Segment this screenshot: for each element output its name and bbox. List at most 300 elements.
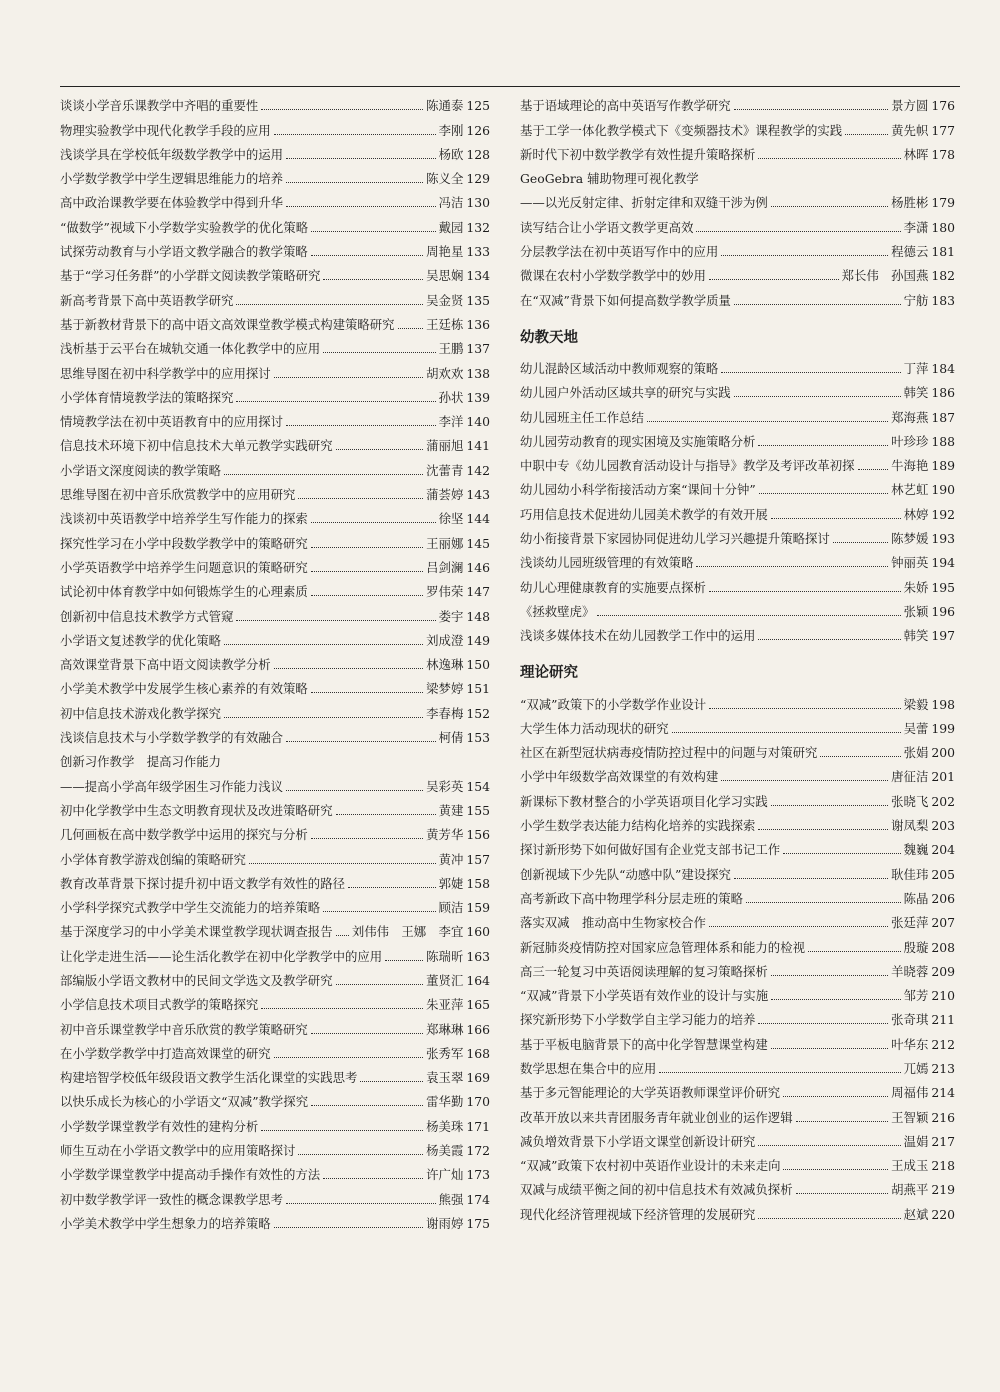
dot-leader: [758, 1145, 900, 1146]
toc-entry[interactable]: [60, 746, 490, 795]
entry-page-number: 193: [931, 531, 955, 547]
toc-entry[interactable]: [60, 868, 490, 892]
entry-author: 雷华勤: [426, 1094, 464, 1110]
toc-entry[interactable]: [520, 498, 955, 522]
entry-title: 巧用信息技术促进幼儿园美术教学的有效开展: [520, 506, 768, 522]
entry-author: 沈蕾青: [426, 462, 464, 478]
entry-author: 吴思娴: [426, 268, 464, 284]
entry-title: 基于新教材背景下的高中语文高效课堂教学模式构建策略研究: [60, 316, 395, 332]
dot-leader: [274, 1057, 424, 1058]
dot-leader: [286, 182, 423, 183]
toc-entry[interactable]: [520, 211, 955, 235]
dot-leader: [336, 984, 424, 985]
entry-page-number: 204: [931, 842, 955, 858]
toc-entry[interactable]: [60, 965, 490, 989]
entry-page-number: 160: [466, 924, 490, 940]
toc-entry[interactable]: [520, 883, 955, 907]
toc-entry[interactable]: [520, 450, 955, 474]
toc-entry[interactable]: [60, 600, 490, 624]
dot-leader: [311, 692, 423, 693]
entry-author: 胡欢欢: [426, 365, 464, 381]
entry-author: 孙状: [438, 389, 464, 405]
dot-leader: [833, 542, 888, 543]
entry-title: 现代化经济管理视域下经济管理的发展研究: [520, 1206, 756, 1222]
toc-entry[interactable]: [520, 713, 955, 737]
entry-author: 韩笑: [903, 385, 929, 401]
toc-entry[interactable]: [520, 114, 955, 138]
toc-entry[interactable]: [520, 426, 955, 450]
entry-title: 物理实验教学中现代化教学手段的应用: [60, 122, 271, 138]
toc-entry[interactable]: [60, 1208, 490, 1232]
entry-page-number: 175: [466, 1215, 490, 1231]
dot-leader: [709, 591, 901, 592]
entry-title: 小学信息技术项目式教学的策略探究: [60, 997, 259, 1013]
entry-title: 构建培智学校低年级段语文教学生活化课堂的实践思考: [60, 1070, 358, 1086]
header-rule: [60, 86, 960, 87]
toc-entry[interactable]: [60, 1013, 490, 1037]
toc-entry[interactable]: [60, 479, 490, 503]
toc-entry[interactable]: [520, 547, 955, 571]
toc-entry[interactable]: [520, 523, 955, 547]
entry-page-number: 147: [466, 584, 490, 600]
entry-page-number: 201: [931, 769, 955, 785]
entry-title: 新高考背景下高中英语教学研究: [60, 292, 234, 308]
entry-author: 王智颖: [891, 1109, 929, 1125]
toc-entry[interactable]: [520, 474, 955, 498]
entry-page-number: 135: [466, 292, 490, 308]
toc-entry[interactable]: [60, 1086, 490, 1110]
entry-title: 高中政治课教学要在体验教学中得到升华: [60, 195, 284, 211]
dot-leader: [758, 445, 888, 446]
entry-page-number: 177: [931, 122, 955, 138]
dot-leader: [771, 805, 888, 806]
toc-entry[interactable]: [60, 114, 490, 138]
entry-page-number: 137: [466, 341, 490, 357]
toc-entry[interactable]: [60, 260, 490, 284]
toc-entry[interactable]: [520, 401, 955, 425]
entry-author: 王廷栋: [426, 316, 464, 332]
entry-author: 陈义全: [426, 171, 464, 187]
entry-subtitle: ——以光反射定律、折射定律和双缝干涉为例: [520, 195, 768, 211]
entry-page-number: 138: [466, 365, 490, 381]
toc-entry[interactable]: [60, 552, 490, 576]
toc-entry[interactable]: [520, 1004, 955, 1028]
entry-title: 大学生体力活动现状的研究: [520, 720, 669, 736]
entry-author: 程德云: [891, 244, 929, 260]
toc-entry[interactable]: [60, 187, 490, 211]
entry-title: 浅谈初中英语教学中培养学生写作能力的探索: [60, 511, 308, 527]
dot-leader: [796, 1193, 889, 1194]
entry-page-number: 188: [931, 433, 955, 449]
toc-entry[interactable]: [60, 430, 490, 454]
entry-author: 胡燕平: [891, 1182, 929, 1198]
entry-page-number: 153: [466, 730, 490, 746]
dot-leader: [771, 1048, 888, 1049]
entry-title: 分层教学法在初中英语写作中的应用: [520, 244, 719, 260]
entry-page-number: 157: [466, 851, 490, 867]
toc-group-kindergarten: [520, 353, 955, 645]
entry-author: 朱亚萍: [426, 997, 464, 1013]
dot-leader: [286, 425, 436, 426]
entry-author: 郑琳琳: [426, 1021, 464, 1037]
toc-entry[interactable]: [520, 1077, 955, 1101]
entry-title: 小学美术教学中发展学生核心素养的有效策略: [60, 681, 308, 697]
toc-entry[interactable]: [60, 163, 490, 187]
toc-entry[interactable]: [60, 503, 490, 527]
entry-page-number: 198: [931, 696, 955, 712]
toc-entry[interactable]: [60, 1110, 490, 1134]
toc-entry[interactable]: [520, 858, 955, 882]
entry-author: 娄宇: [438, 608, 464, 624]
dot-leader: [311, 1033, 423, 1034]
entry-author: 陈瑞昕: [426, 948, 464, 964]
entry-title: 幼儿园户外活动区域共享的研究与实践: [520, 385, 731, 401]
entry-page-number: 132: [466, 219, 490, 235]
toc-entry[interactable]: [520, 571, 955, 595]
entry-page-number: 143: [466, 487, 490, 503]
entry-author: 杨胜彬: [891, 195, 929, 211]
toc-entry[interactable]: [60, 1135, 490, 1159]
toc-entry[interactable]: [60, 722, 490, 746]
dot-leader: [672, 732, 901, 733]
toc-entry[interactable]: [60, 916, 490, 940]
entry-author: 朱娇: [903, 579, 929, 595]
entry-title: 基于平板电脑背景下的高中化学智慧课堂构建: [520, 1036, 768, 1052]
entry-author: 郑长伟 孙国燕: [841, 268, 929, 284]
entry-title: 师生互动在小学语文教学中的应用策略探讨: [60, 1143, 296, 1159]
entry-author: 李潇: [903, 219, 929, 235]
entry-author: 林婷: [903, 506, 929, 522]
toc-entry[interactable]: [60, 211, 490, 235]
toc-entry[interactable]: [60, 892, 490, 916]
entry-page-number: 190: [931, 482, 955, 498]
dot-leader: [771, 518, 901, 519]
entry-page-number: 200: [931, 745, 955, 761]
dot-leader: [249, 863, 436, 864]
entry-author: 熊强: [438, 1191, 464, 1207]
entry-page-number: 218: [931, 1158, 955, 1174]
dot-leader: [709, 708, 900, 709]
entry-title: 新冠肺炎疫情防控对国家应急管理体系和能力的检视: [520, 939, 805, 955]
toc-entry[interactable]: [60, 236, 490, 260]
entry-page-number: 202: [931, 793, 955, 809]
toc-entry[interactable]: [520, 260, 955, 284]
entry-title: 试探劳动教育与小学语文教学融合的教学策略: [60, 244, 308, 260]
entry-author: 谢雨婷: [426, 1215, 464, 1231]
entry-title: GeoGebra 辅助物理可视化教学: [520, 171, 699, 187]
entry-title: 高考新政下高中物理学科分层走班的策略: [520, 890, 744, 906]
entry-author: 杨美珠: [426, 1118, 464, 1134]
entry-page-number: 148: [466, 608, 490, 624]
entry-title: 谈谈小学音乐课教学中齐唱的重要性: [60, 98, 259, 114]
entry-page-number: 206: [931, 890, 955, 906]
entry-author: 张廷萍: [891, 915, 929, 931]
dot-leader: [734, 109, 889, 110]
toc-entry[interactable]: [520, 353, 955, 377]
entry-author: 罗伟荣: [426, 584, 464, 600]
entry-page-number: 155: [466, 802, 490, 818]
toc-entry[interactable]: [60, 527, 490, 551]
entry-title: 小学数学课堂教学有效性的建构分析: [60, 1118, 259, 1134]
entry-page-number: 142: [466, 462, 490, 478]
toc-entry[interactable]: [60, 1159, 490, 1183]
entry-author: 丁萍: [903, 360, 929, 376]
entry-author: 吴金贤: [426, 292, 464, 308]
entry-author: 魏巍: [903, 842, 929, 858]
entry-page-number: 140: [466, 414, 490, 430]
toc-entry[interactable]: [60, 649, 490, 673]
toc-column-right: [520, 90, 955, 1223]
dot-leader: [236, 401, 435, 402]
toc-entry[interactable]: [520, 1028, 955, 1052]
dot-leader: [845, 134, 888, 135]
toc-entry[interactable]: [520, 980, 955, 1004]
entry-author: 谢凤梨: [891, 818, 929, 834]
toc-entry[interactable]: [520, 956, 955, 980]
toc-entry[interactable]: [520, 931, 955, 955]
entry-page-number: 126: [466, 122, 490, 138]
toc-entry[interactable]: [520, 761, 955, 785]
toc-entry[interactable]: [520, 596, 955, 620]
entry-title: 幼小衔接背景下家园协同促进幼儿学习兴趣提升策略探讨: [520, 531, 830, 547]
toc-entry[interactable]: [520, 1101, 955, 1125]
entry-page-number: 214: [931, 1085, 955, 1101]
toc-entry[interactable]: [60, 1062, 490, 1086]
toc-entry[interactable]: [60, 406, 490, 430]
entry-author: 刘成澄: [426, 632, 464, 648]
entry-page-number: 209: [931, 963, 955, 979]
toc-entry[interactable]: [520, 139, 955, 163]
entry-title: 小学体育教学游戏创编的策略研究: [60, 851, 246, 867]
entry-title: 初中信息技术游戏化教学探究: [60, 705, 222, 721]
dot-leader: [734, 878, 888, 879]
toc-entry[interactable]: [60, 309, 490, 333]
entry-author: 吕剑澜: [426, 559, 464, 575]
entry-author: 耿佳玮: [891, 866, 929, 882]
toc-entry[interactable]: [60, 697, 490, 721]
entry-page-number: 163: [466, 948, 490, 964]
dot-leader: [597, 615, 900, 616]
toc-entry[interactable]: [60, 284, 490, 308]
entry-author: 王成玉: [891, 1158, 929, 1174]
entry-page-number: 180: [931, 219, 955, 235]
toc-entry[interactable]: [520, 1053, 955, 1077]
entry-title: 以快乐成长为核心的小学语文“双减”教学探究: [60, 1094, 309, 1110]
entry-title: 新时代下初中数学教学有效性提升策略探析: [520, 146, 756, 162]
entry-title: 试论初中体育教学中如何锻炼学生的心理素质: [60, 584, 308, 600]
entry-title: 小学美术教学中学生想象力的培养策略: [60, 1215, 271, 1231]
toc-entry[interactable]: [60, 382, 490, 406]
entry-title: 创新初中信息技术教学方式管窥: [60, 608, 234, 624]
entry-page-number: 150: [466, 657, 490, 673]
entry-page-number: 203: [931, 818, 955, 834]
entry-author: 杨美霞: [426, 1143, 464, 1159]
entry-author: 韩笑: [903, 628, 929, 644]
dot-leader: [311, 571, 423, 572]
entry-author: 冯洁: [438, 195, 464, 211]
entry-author: 徐坚: [438, 511, 464, 527]
entry-page-number: 189: [931, 458, 955, 474]
dot-leader: [647, 421, 888, 422]
toc-entry[interactable]: [520, 236, 955, 260]
entry-author: 刘伟伟 王娜 李宜: [351, 924, 464, 940]
toc-entry[interactable]: [60, 454, 490, 478]
entry-title: 落实双减 推动高中生物家校合作: [520, 915, 706, 931]
entry-title: 探究新形势下小学数学自主学习能力的培养: [520, 1012, 756, 1028]
dot-leader: [709, 279, 839, 280]
entry-page-number: 183: [931, 292, 955, 308]
entry-page-number: 170: [466, 1094, 490, 1110]
entry-title: 浅谈多媒体技术在幼儿园教学工作中的运用: [520, 628, 756, 644]
toc-entry[interactable]: [60, 1038, 490, 1062]
entry-title: 几何画板在高中数学教学中运用的探究与分析: [60, 827, 308, 843]
entry-author: 张娟: [903, 745, 929, 761]
toc-group-theory: [520, 688, 955, 1223]
entry-author: 陈梦媛: [891, 531, 929, 547]
toc-entry[interactable]: [60, 673, 490, 697]
dot-leader: [758, 639, 900, 640]
dot-leader: [311, 547, 423, 548]
dot-leader: [261, 109, 423, 110]
toc-entry[interactable]: [520, 1126, 955, 1150]
dot-leader: [734, 304, 901, 305]
entry-page-number: 129: [466, 171, 490, 187]
toc-entry[interactable]: [520, 688, 955, 712]
toc-entry[interactable]: [520, 834, 955, 858]
entry-title: 基于语域理论的高中英语写作教学研究: [520, 98, 731, 114]
toc-entry[interactable]: [520, 810, 955, 834]
toc-entry[interactable]: [60, 625, 490, 649]
dot-leader: [274, 1227, 424, 1228]
toc-entry[interactable]: [60, 333, 490, 357]
toc-entry[interactable]: [520, 1150, 955, 1174]
dot-leader: [224, 474, 423, 475]
entry-title: 微课在农村小学数学教学中的妙用: [520, 268, 706, 284]
dot-leader: [771, 975, 888, 976]
toc-entry[interactable]: [520, 1174, 955, 1198]
dot-leader: [385, 960, 423, 961]
toc-entry[interactable]: [520, 284, 955, 308]
dot-leader: [236, 620, 435, 621]
dot-leader: [709, 926, 888, 927]
entry-page-number: 179: [931, 195, 955, 211]
entry-title: 思维导图在初中音乐欣赏教学中的应用研究: [60, 487, 296, 503]
toc-entry[interactable]: [60, 940, 490, 964]
entry-title: 改革开放以来共青团服务青年就业创业的运作逻辑: [520, 1109, 793, 1125]
dot-leader: [323, 279, 423, 280]
entry-title: 思维导图在初中科学教学中的应用探讨: [60, 365, 271, 381]
entry-page-number: 187: [931, 409, 955, 425]
entry-page-number: 145: [466, 535, 490, 551]
toc-entry[interactable]: [60, 576, 490, 600]
entry-title: 创新视域下少先队“动感中队”建设探究: [520, 866, 731, 882]
entry-page-number: 181: [931, 244, 955, 260]
entry-title: 浅析基于云平台在城轨交通一体化教学中的应用: [60, 341, 321, 357]
toc-entry[interactable]: [520, 90, 955, 114]
entry-title: 读写结合让小学语文教学更高效: [520, 219, 694, 235]
dot-leader: [783, 853, 900, 854]
toc-group-continued: [520, 90, 955, 309]
entry-title: 中职中专《幼儿园教育活动设计与指导》教学及考评改革初探: [520, 458, 855, 474]
entry-author: 郑海燕: [891, 409, 929, 425]
toc-entry[interactable]: [60, 139, 490, 163]
entry-title: 在小学数学教学中打造高效课堂的研究: [60, 1045, 271, 1061]
entry-author: 吴彩英: [426, 778, 464, 794]
entry-title: 浅谈信息技术与小学数学教学的有效融合: [60, 730, 284, 746]
dot-leader: [783, 1096, 888, 1097]
dot-leader: [746, 902, 901, 903]
toc-entry[interactable]: [60, 795, 490, 819]
entry-page-number: 166: [466, 1021, 490, 1037]
entry-title: 小学语文深度阅读的教学策略: [60, 462, 222, 478]
entry-title: 探讨新形势下如何做好国有企业党支部书记工作: [520, 842, 781, 858]
entry-author: 张秀军: [426, 1045, 464, 1061]
toc-entry[interactable]: [60, 989, 490, 1013]
toc-entry[interactable]: [520, 377, 955, 401]
dot-leader: [771, 999, 900, 1000]
dot-leader: [758, 1023, 888, 1024]
toc-entry[interactable]: [520, 907, 955, 931]
dot-leader: [808, 951, 901, 952]
toc-entry[interactable]: [520, 163, 955, 212]
entry-title: 幼儿园劳动教育的现实困境及实施策略分析: [520, 433, 756, 449]
dot-leader: [783, 1169, 888, 1170]
entry-page-number: 220: [931, 1206, 955, 1222]
toc-entry[interactable]: [60, 90, 490, 114]
entry-author: 袁玉翠: [426, 1070, 464, 1086]
entry-title: “做数学”视域下小学数学实验教学的优化策略: [60, 219, 309, 235]
entry-title: 信息技术环境下初中信息技术大单元教学实践研究: [60, 438, 333, 454]
entry-title: 基于工学一体化教学模式下《变频器技术》课程教学的实践: [520, 122, 843, 138]
entry-title: “双减”政策下的小学数学作业设计: [520, 696, 707, 712]
entry-title: 减负增效背景下小学语文课堂创新设计研究: [520, 1133, 756, 1149]
entry-title: 双减与成绩平衡之间的初中信息技术有效减负探析: [520, 1182, 793, 1198]
entry-author: 景方圆: [891, 98, 929, 114]
entry-author: 李洋: [438, 414, 464, 430]
toc-entry[interactable]: [60, 843, 490, 867]
toc-entry[interactable]: [520, 1198, 955, 1222]
dot-leader: [274, 134, 436, 135]
entry-page-number: 174: [466, 1191, 490, 1207]
entry-title: 小学生数学表达能力结构化培养的实践探索: [520, 818, 756, 834]
entry-page-number: 216: [931, 1109, 955, 1125]
entry-author: 邹芳: [903, 988, 929, 1004]
toc-entry[interactable]: [520, 620, 955, 644]
entry-page-number: 199: [931, 720, 955, 736]
entry-author: 周福伟: [891, 1085, 929, 1101]
entry-title: “双减”政策下农村初中英语作业设计的未来走向: [520, 1158, 781, 1174]
toc-entry[interactable]: [60, 1183, 490, 1207]
dot-leader: [311, 231, 435, 232]
entry-title: 数学思想在集合中的应用: [520, 1060, 657, 1076]
entry-author: 吴蕾: [903, 720, 929, 736]
toc-entry[interactable]: [520, 785, 955, 809]
entry-author: 杨欧: [438, 146, 464, 162]
entry-title: 高效课堂背景下高中语文阅读教学分析: [60, 657, 271, 673]
entry-author: 王丽娜: [426, 535, 464, 551]
toc-entry[interactable]: [60, 819, 490, 843]
entry-title: 初中音乐课堂教学中音乐欣赏的教学策略研究: [60, 1021, 308, 1037]
dot-leader: [721, 372, 900, 373]
entry-author: 林艺虹: [891, 482, 929, 498]
entry-page-number: 182: [931, 268, 955, 284]
toc-entry[interactable]: [520, 737, 955, 761]
dot-leader: [758, 158, 900, 159]
dot-leader: [286, 790, 423, 791]
toc-entry[interactable]: [60, 357, 490, 381]
entry-author: 周艳星: [426, 244, 464, 260]
entry-page-number: 192: [931, 506, 955, 522]
